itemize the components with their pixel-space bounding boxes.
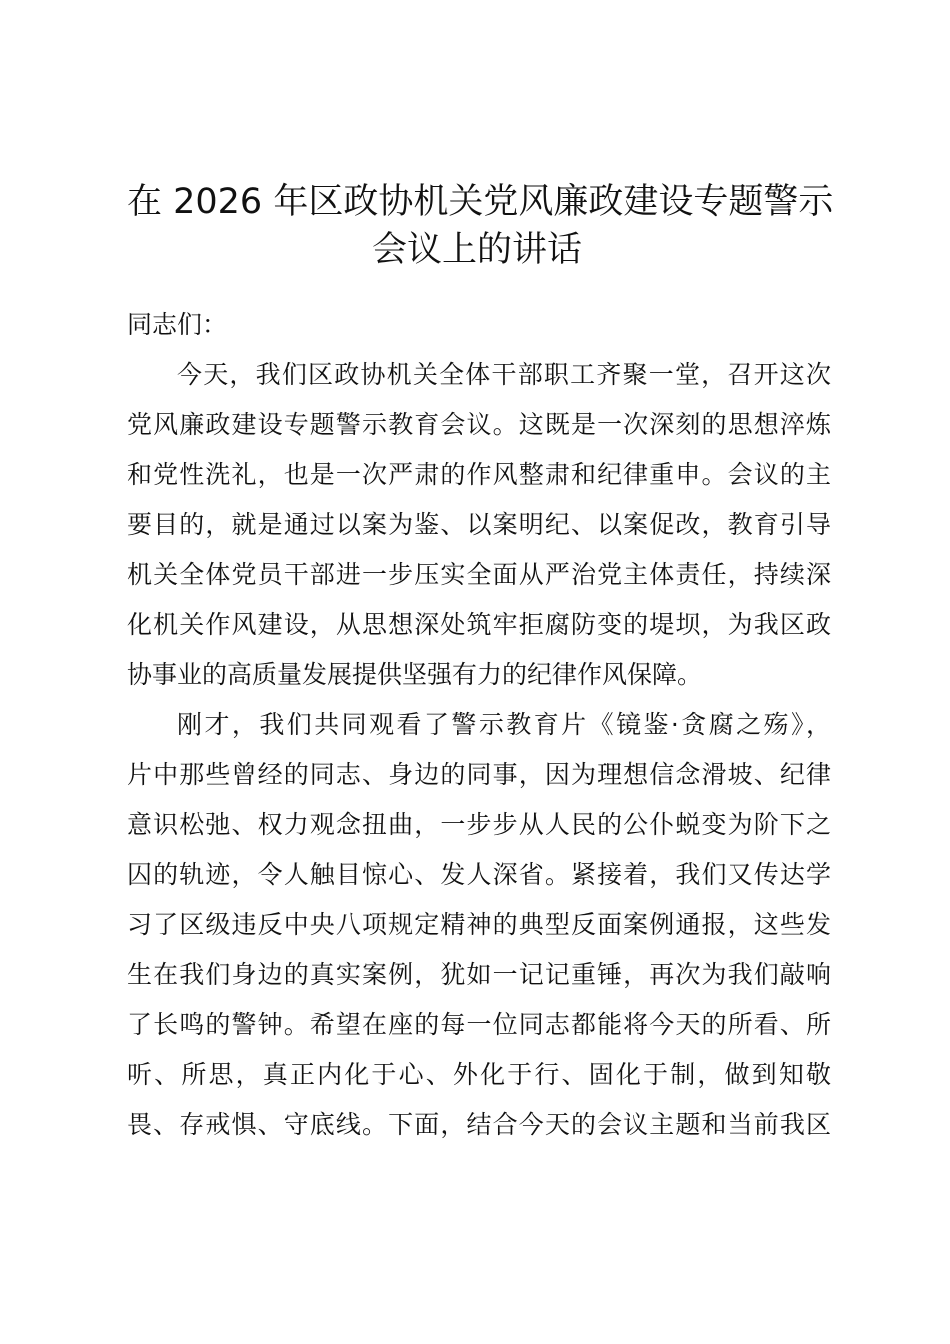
paragraph-line: 党风廉政建设专题警示教育会议。这既是一次深刻的思想淬炼 xyxy=(127,410,831,439)
paragraph-line: 生在我们身边的真实案例，犹如一记记重锤，再次为我们敲响 xyxy=(127,960,831,989)
paragraph-1 xyxy=(127,350,831,700)
paragraph-line: 化机关作风建设，从思想深处筑牢拒腐防变的堤坝，为我区政 xyxy=(127,610,831,639)
paragraph-line: 要目的，就是通过以案为鉴、以案明纪、以案促改，教育引导 xyxy=(127,510,831,539)
paragraph-line: 习了区级违反中央八项规定精神的典型反面案例通报，这些发 xyxy=(127,910,831,939)
paragraph-2 xyxy=(127,700,831,1150)
title-line-1: 在 2026 年区政协机关党风廉政建设专题警示 xyxy=(127,182,834,222)
paragraph-line: 刚才，我们共同观看了警示教育片《镜鉴·贪腐之殇》， xyxy=(177,710,831,739)
paragraph-line: 畏、存戒惧、守底线。下面，结合今天的会议主题和当前我区 xyxy=(127,1110,831,1139)
paragraph-line: 片中那些曾经的同志、身边的同事，因为理想信念滑坡、纪律 xyxy=(127,760,831,789)
paragraph-line: 今天，我们区政协机关全体干部职工齐聚一堂，召开这次 xyxy=(177,360,831,389)
document-title xyxy=(127,178,834,274)
paragraph-line: 意识松弛、权力观念扭曲，一步步从人民的公仆蜕变为阶下之 xyxy=(127,810,831,839)
paragraph-line: 和党性洗礼，也是一次严肃的作风整肃和纪律重申。会议的主 xyxy=(127,460,831,489)
paragraph-line: 协事业的高质量发展提供坚强有力的纪律作风保障。 xyxy=(127,660,703,689)
paragraph-line: 囚的轨迹，令人触目惊心、发人深省。紧接着，我们又传达学 xyxy=(127,860,831,889)
paragraph-line: 机关全体党员干部进一步压实全面从严治党主体责任，持续深 xyxy=(127,560,831,589)
paragraph-line: 了长鸣的警钟。希望在座的每一位同志都能将今天的所看、所 xyxy=(127,1010,831,1039)
title-line-2: 会议上的讲话 xyxy=(371,230,582,270)
salutation: 同志们： xyxy=(127,310,228,339)
paragraph-line: 听、所思，真正内化于心、外化于行、固化于制，做到知敬 xyxy=(127,1060,831,1089)
